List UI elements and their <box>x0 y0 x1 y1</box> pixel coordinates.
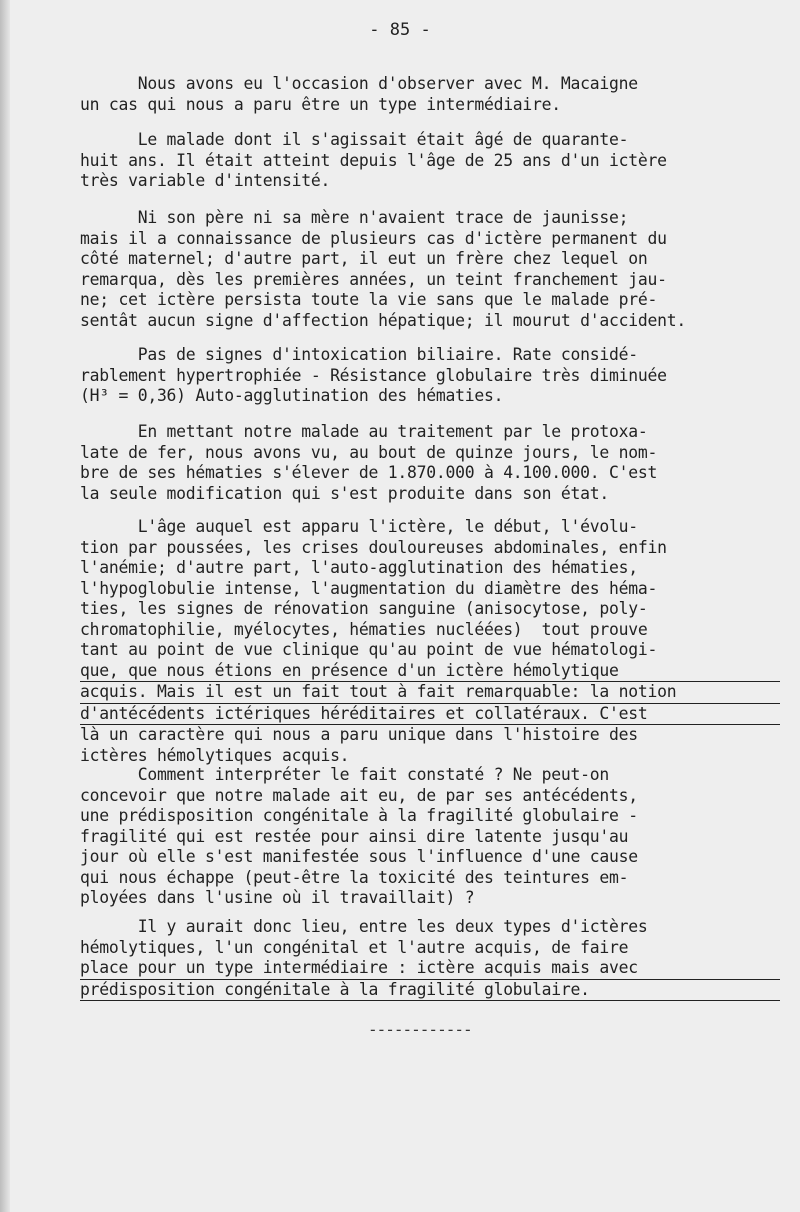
text-line: l'hypoglobulie intense, l'augmentation du diamètre des héma- <box>80 578 658 598</box>
paragraph-2 <box>80 130 780 192</box>
text-line: huit ans. Il était atteint depuis l'âge de 25 ans d'un ictère <box>80 150 667 170</box>
text-line: là un caractère qui nous a paru unique dans l'histoire des <box>80 725 638 744</box>
paragraph-4 <box>80 345 780 407</box>
text-line: Comment interpréter le fait constaté ? Ne peut-on <box>80 765 609 784</box>
text-line: ne; cet ictère persista toute la vie sans que le malade pré- <box>80 290 658 309</box>
text-line: Nous avons eu l'occasion d'observer avec M. Macaigne <box>80 74 638 93</box>
text-line: En mettant notre malade au traitement par le protoxa- <box>80 422 648 441</box>
text-line: L'âge auquel est apparu l'ictère, le début, l'évolu- <box>80 517 638 536</box>
text-line: sentât aucun signe d'affection hépatique; il mourut d'accident. <box>80 310 686 330</box>
text-line: l'anémie; d'autre part, l'auto-agglutination des hématies, <box>80 558 638 577</box>
text-line: une prédisposition congénitale à la fragilité globulaire - <box>80 806 638 825</box>
text-line: Ni son père ni sa mère n'avaient trace de jaunisse; <box>80 208 629 227</box>
text-line: tion par poussées, les crises douloureuses abdominales, enfin <box>80 537 667 557</box>
underlined-text-line: que, que nous étions en présence d'un ictère hémolytique <box>80 661 780 683</box>
text-line: très variable d'intensité. <box>80 171 331 190</box>
text-line: late de fer, nous avons vu, au bout de quinze jours, le nom- <box>80 442 658 462</box>
paragraph-3 <box>80 208 780 331</box>
end-rule: ------------ <box>368 1020 472 1039</box>
underlined-text-line: place pour un type intermédiaire : ictère acquis mais avec <box>80 958 780 980</box>
underlined-text-line: d'antécédents ictériques héréditaires et collatéraux. C'est <box>80 704 780 726</box>
text-line: qui nous échappe (peut-être la toxicité des teintures em- <box>80 867 629 887</box>
text-line: ictères hémolytiques acquis. <box>80 745 350 765</box>
text-line: hémolytiques, l'un congénital et l'autre acquis, de faire <box>80 937 629 957</box>
text-line: fragilité qui est restée pour ainsi dire latente jusqu'au <box>80 826 629 846</box>
text-line: Le malade dont il s'agissait était âgé de quarante- <box>80 130 629 149</box>
text-line: jour où elle s'est manifestée sous l'influence d'une cause <box>80 847 638 866</box>
text-line: Il y aurait donc lieu, entre les deux types d'ictères <box>80 917 648 936</box>
text-line: rablement hypertrophiée - Résistance globulaire très diminuée <box>80 365 667 385</box>
paragraph-5 <box>80 422 780 504</box>
text-line: chromatophilie, myélocytes, hématies nucléées) tout prouve <box>80 619 648 639</box>
text-line: côté maternel; d'autre part, il eut un frère chez lequel on <box>80 249 648 268</box>
text-line: Pas de signes d'intoxication biliaire. Rate considé- <box>80 345 638 364</box>
underlined-text-line: acquis. Mais il est un fait tout à fait remarquable: la notion <box>80 682 780 704</box>
text-line: un cas qui nous a paru être un type intermédiaire. <box>80 94 561 114</box>
paragraph-1 <box>80 74 780 115</box>
text-line: mais il a connaissance de plusieurs cas d'ictère permanent du <box>80 228 667 248</box>
page-number: - 85 - <box>369 20 431 40</box>
text-line: (H³ = 0,36) Auto-agglutination des hématies. <box>80 386 504 405</box>
text-line: la seule modification qui s'est produite dans son état. <box>80 483 609 503</box>
paragraph-6 <box>80 517 780 766</box>
text-line: ployées dans l'usine où il travaillait) ? <box>80 888 475 907</box>
text-line: ties, les signes de rénovation sanguine (anisocytose, poly- <box>80 599 648 618</box>
text-line: concevoir que notre malade ait eu, de par ses antécédents, <box>80 785 638 805</box>
text-line: bre de ses hématies s'élever de 1.870.000 à 4.100.000. C'est <box>80 463 658 482</box>
page-spine-shadow <box>0 0 10 1212</box>
text-line: remarqua, dès les premières années, un teint franchement jau- <box>80 269 667 289</box>
underlined-text-line: prédisposition congénitale à la fragilité globulaire. <box>80 980 780 1002</box>
paragraph-7 <box>80 765 780 909</box>
text-line: tant au point de vue clinique qu'au point de vue hématologi- <box>80 640 658 659</box>
paragraph-8 <box>80 917 780 1001</box>
